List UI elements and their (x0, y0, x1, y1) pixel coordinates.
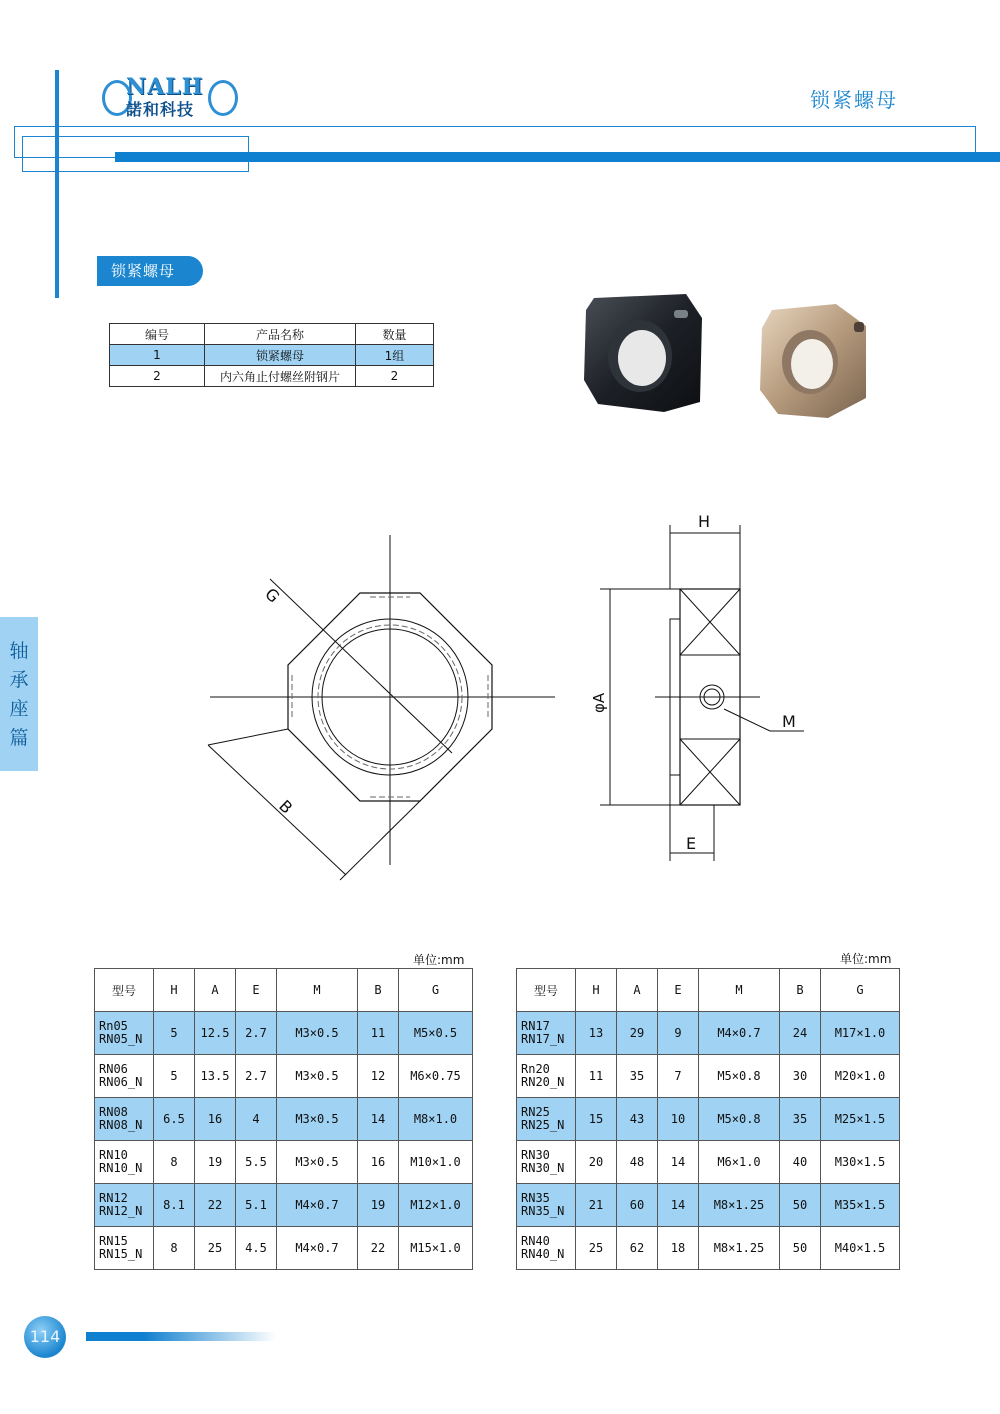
spec-model (95, 1055, 154, 1098)
spec-m: M3×0.5 (277, 1141, 358, 1184)
spec-header-g: G (399, 969, 473, 1012)
table-row (517, 1098, 900, 1141)
spec-h: 5 (154, 1055, 195, 1098)
spec-m: M4×0.7 (277, 1227, 358, 1270)
spec-h: 5 (154, 1012, 195, 1055)
spec-g: M6×0.75 (399, 1055, 473, 1098)
spec-model-code: RN25 (521, 1105, 550, 1119)
spec-g: M8×1.0 (399, 1098, 473, 1141)
spec-b: 50 (780, 1184, 821, 1227)
parts-name: 锁紧螺母 (205, 345, 356, 366)
spec-g: M10×1.0 (399, 1141, 473, 1184)
spec-b: 16 (358, 1141, 399, 1184)
spec-header-model: 型号 (95, 969, 154, 1012)
spec-m: M3×0.5 (277, 1012, 358, 1055)
spec-model-code: RN40 (521, 1234, 550, 1248)
spec-e: 5.5 (236, 1141, 277, 1184)
spec-header-model: 型号 (517, 969, 576, 1012)
spec-a: 35 (617, 1055, 658, 1098)
spec-h: 21 (576, 1184, 617, 1227)
spec-e: 4.5 (236, 1227, 277, 1270)
spec-model-code: RN17 (521, 1019, 550, 1033)
spec-h: 11 (576, 1055, 617, 1098)
table-row (517, 1227, 900, 1270)
table-row (517, 1184, 900, 1227)
spec-g: M40×1.5 (821, 1227, 900, 1270)
spec-e: 2.7 (236, 1012, 277, 1055)
spec-h: 8 (154, 1227, 195, 1270)
side-category-tab (0, 617, 38, 771)
header-title: 锁紧螺母 (810, 88, 898, 112)
spec-g: M35×1.5 (821, 1184, 900, 1227)
spec-header-b: B (358, 969, 399, 1012)
unit-label-right: 单位:mm (840, 952, 892, 966)
table-row (110, 366, 434, 387)
spec-h: 6.5 (154, 1098, 195, 1141)
side-tab-char: 轴 (9, 640, 29, 662)
spec-model-code: RN35 (521, 1191, 550, 1205)
spec-table-left (94, 968, 473, 1270)
logo-text-top: NALH (126, 74, 204, 100)
spec-model-code: RN40_N (521, 1247, 565, 1261)
spec-model-code: RN05_N (99, 1032, 143, 1046)
table-row (517, 1012, 900, 1055)
spec-header-a: A (195, 969, 236, 1012)
spec-e: 18 (658, 1227, 699, 1270)
spec-h: 25 (576, 1227, 617, 1270)
spec-g: M5×0.5 (399, 1012, 473, 1055)
spec-model (95, 1184, 154, 1227)
spec-a: 19 (195, 1141, 236, 1184)
spec-g: M30×1.5 (821, 1141, 900, 1184)
table-row (517, 1055, 900, 1098)
spec-model (517, 1055, 576, 1098)
table-row (95, 1141, 473, 1184)
spec-model-code: RN15_N (99, 1247, 143, 1261)
spec-header-m: M (699, 969, 780, 1012)
spec-header-m: M (277, 969, 358, 1012)
spec-model (95, 1227, 154, 1270)
dim-label-H: H (698, 512, 711, 531)
spec-header-b: B (780, 969, 821, 1012)
parts-header-name: 产品名称 (205, 324, 356, 345)
spec-m: M5×0.8 (699, 1055, 780, 1098)
spec-m: M4×0.7 (277, 1184, 358, 1227)
spec-header-e: E (236, 969, 277, 1012)
parts-name: 内六角止付螺丝附钢片 (205, 366, 356, 387)
spec-b: 11 (358, 1012, 399, 1055)
header-vertical-rule (55, 70, 59, 298)
black-lock-nut-photo (584, 294, 702, 412)
spec-a: 48 (617, 1141, 658, 1184)
spec-model-code: RN25_N (521, 1118, 565, 1132)
header-bar (115, 152, 1000, 162)
side-tab-char: 承 (9, 669, 29, 691)
spec-m: M3×0.5 (277, 1055, 358, 1098)
spec-e: 5.1 (236, 1184, 277, 1227)
spec-model-code: RN20_N (521, 1075, 565, 1089)
spec-b: 24 (780, 1012, 821, 1055)
side-tab-char: 座 (9, 698, 29, 720)
spec-model-code: RN30 (521, 1148, 550, 1162)
spec-header-h: H (154, 969, 195, 1012)
spec-model-code: RN17_N (521, 1032, 565, 1046)
spec-a: 13.5 (195, 1055, 236, 1098)
spec-model-code: RN08 (99, 1105, 128, 1119)
spec-m: M3×0.5 (277, 1098, 358, 1141)
page-number: 114 (24, 1316, 66, 1358)
spec-header-a: A (617, 969, 658, 1012)
table-row (110, 345, 434, 366)
spec-model (517, 1012, 576, 1055)
spec-model-code: RN15 (99, 1234, 128, 1248)
footer-bar (86, 1332, 276, 1341)
parts-no: 2 (110, 366, 205, 387)
spec-b: 40 (780, 1141, 821, 1184)
spec-model-code: Rn20 (521, 1062, 550, 1076)
technical-drawing (200, 505, 820, 890)
spec-header-row (517, 969, 900, 1012)
spec-b: 19 (358, 1184, 399, 1227)
spec-model-code: RN06_N (99, 1075, 143, 1089)
spec-model-code: RN30_N (521, 1161, 565, 1175)
unit-label-left: 单位:mm (413, 953, 465, 967)
spec-m: M5×0.8 (699, 1098, 780, 1141)
spec-model (517, 1098, 576, 1141)
spec-e: 14 (658, 1184, 699, 1227)
spec-m: M6×1.0 (699, 1141, 780, 1184)
spec-a: 16 (195, 1098, 236, 1141)
spec-b: 50 (780, 1227, 821, 1270)
parts-header-row (110, 324, 434, 345)
spec-a: 25 (195, 1227, 236, 1270)
spec-e: 10 (658, 1098, 699, 1141)
spec-a: 62 (617, 1227, 658, 1270)
spec-b: 22 (358, 1227, 399, 1270)
spec-model-code: RN10 (99, 1148, 128, 1162)
dim-label-G: G (261, 584, 284, 607)
table-row (95, 1227, 473, 1270)
dim-label-B: B (275, 796, 297, 818)
company-logo (100, 72, 236, 120)
spec-model (95, 1141, 154, 1184)
logo-ring-right-icon (208, 80, 238, 116)
spec-model (95, 1012, 154, 1055)
logo-text-bottom: 諾和科技 (126, 100, 195, 119)
spec-model (517, 1141, 576, 1184)
spec-model-code: RN08_N (99, 1118, 143, 1132)
spec-b: 14 (358, 1098, 399, 1141)
spec-g: M17×1.0 (821, 1012, 900, 1055)
spec-model (517, 1227, 576, 1270)
spec-model (95, 1098, 154, 1141)
spec-e: 14 (658, 1141, 699, 1184)
spec-a: 43 (617, 1098, 658, 1141)
spec-e: 2.7 (236, 1055, 277, 1098)
spec-a: 22 (195, 1184, 236, 1227)
spec-h: 8.1 (154, 1184, 195, 1227)
spec-model (517, 1184, 576, 1227)
parts-qty: 2 (356, 366, 434, 387)
spec-e: 7 (658, 1055, 699, 1098)
table-row (95, 1098, 473, 1141)
parts-no: 1 (110, 345, 205, 366)
dim-label-E: E (686, 834, 697, 853)
spec-h: 15 (576, 1098, 617, 1141)
spec-m: M8×1.25 (699, 1227, 780, 1270)
spec-e: 9 (658, 1012, 699, 1055)
spec-table-right (516, 968, 900, 1270)
spec-m: M8×1.25 (699, 1184, 780, 1227)
spec-g: M15×1.0 (399, 1227, 473, 1270)
table-row (95, 1184, 473, 1227)
brass-lock-nut-photo (760, 304, 866, 418)
spec-g: M25×1.5 (821, 1098, 900, 1141)
spec-header-e: E (658, 969, 699, 1012)
spec-a: 60 (617, 1184, 658, 1227)
spec-h: 13 (576, 1012, 617, 1055)
spec-e: 4 (236, 1098, 277, 1141)
spec-a: 12.5 (195, 1012, 236, 1055)
parts-header-qty: 数量 (356, 324, 434, 345)
table-row (517, 1141, 900, 1184)
spec-model-code: Rn05 (99, 1019, 128, 1033)
product-photos (536, 270, 916, 456)
spec-header-g: G (821, 969, 900, 1012)
spec-model-code: RN10_N (99, 1161, 143, 1175)
spec-b: 30 (780, 1055, 821, 1098)
spec-g: M12×1.0 (399, 1184, 473, 1227)
spec-b: 12 (358, 1055, 399, 1098)
spec-a: 29 (617, 1012, 658, 1055)
parts-header-no: 编号 (110, 324, 205, 345)
dim-label-M: M (782, 712, 796, 731)
spec-header-h: H (576, 969, 617, 1012)
spec-h: 20 (576, 1141, 617, 1184)
table-row (95, 1012, 473, 1055)
section-tag: 锁紧螺母 (97, 256, 203, 286)
spec-model-code: RN06 (99, 1062, 128, 1076)
parts-table (109, 323, 434, 387)
spec-b: 35 (780, 1098, 821, 1141)
spec-model-code: RN12 (99, 1191, 128, 1205)
spec-model-code: RN35_N (521, 1204, 565, 1218)
spec-g: M20×1.0 (821, 1055, 900, 1098)
side-tab-char: 篇 (9, 727, 29, 749)
spec-m: M4×0.7 (699, 1012, 780, 1055)
parts-qty: 1组 (356, 345, 434, 366)
spec-header-row (95, 969, 473, 1012)
spec-model-code: RN12_N (99, 1204, 143, 1218)
table-row (95, 1055, 473, 1098)
dim-label-A: φA (590, 692, 608, 713)
spec-h: 8 (154, 1141, 195, 1184)
